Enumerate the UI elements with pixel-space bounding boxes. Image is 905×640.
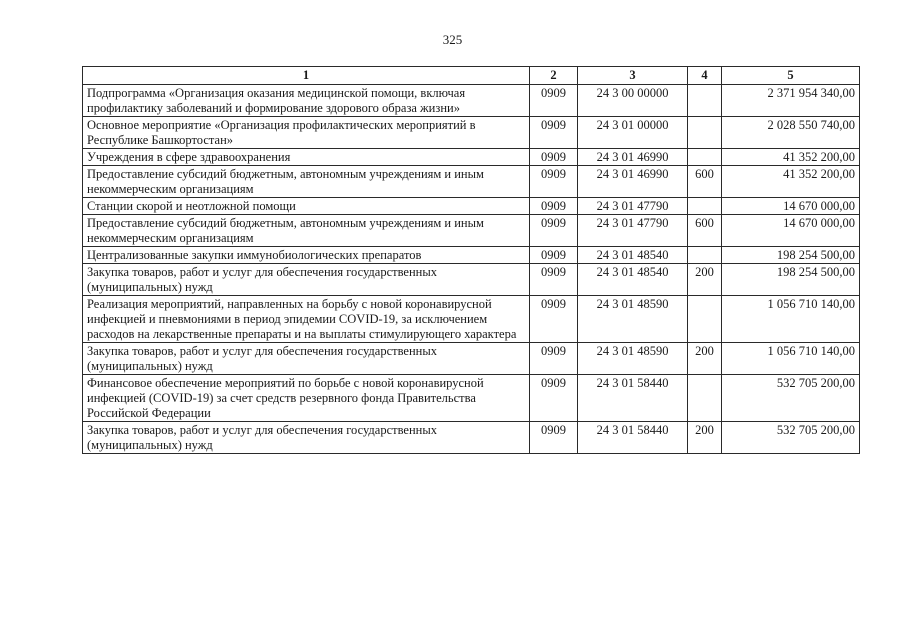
header-col-3: 3: [578, 67, 688, 85]
row-amount: 41 352 200,00: [722, 149, 860, 166]
row-type: 200: [688, 264, 722, 296]
row-code: 24 3 01 46990: [578, 166, 688, 198]
row-section: 0909: [530, 166, 578, 198]
row-section: 0909: [530, 149, 578, 166]
header-row: [83, 67, 860, 85]
row-code: 24 3 01 00000: [578, 117, 688, 149]
row-code: 24 3 00 00000: [578, 85, 688, 117]
row-name: Финансовое обеспечение мероприятий по борьбе с новой коронавирусной инфекцией (COVID-19) за счет средств резервного фонда Правительства Российской Федерации: [83, 375, 530, 422]
table-row: [83, 296, 860, 343]
row-amount: 1 056 710 140,00: [722, 343, 860, 375]
row-section: 0909: [530, 375, 578, 422]
row-name: Подпрограмма «Организация оказания медицинской помощи, включая профилактику заболеваний и формирование здорового образа жизни»: [83, 85, 530, 117]
row-code: 24 3 01 48540: [578, 247, 688, 264]
row-amount: 14 670 000,00: [722, 198, 860, 215]
row-type: 200: [688, 422, 722, 454]
row-type: [688, 117, 722, 149]
header-col-4: 4: [688, 67, 722, 85]
row-name: Централизованные закупки иммунобиологических препаратов: [83, 247, 530, 264]
row-code: 24 3 01 58440: [578, 375, 688, 422]
table-row: [83, 247, 860, 264]
row-name: Предоставление субсидий бюджетным, автономным учреждениям и иным некоммерческим организациям: [83, 166, 530, 198]
row-type: [688, 198, 722, 215]
row-code: 24 3 01 48540: [578, 264, 688, 296]
row-name: Учреждения в сфере здравоохранения: [83, 149, 530, 166]
row-type: 200: [688, 343, 722, 375]
table-row: [83, 198, 860, 215]
row-type: [688, 375, 722, 422]
budget-table: [82, 66, 860, 454]
row-amount: 532 705 200,00: [722, 422, 860, 454]
row-amount: 198 254 500,00: [722, 264, 860, 296]
page-number: 325: [442, 32, 463, 47]
row-section: 0909: [530, 247, 578, 264]
row-amount: 198 254 500,00: [722, 247, 860, 264]
table-body: [83, 85, 860, 454]
row-type: [688, 85, 722, 117]
row-code: 24 3 01 58440: [578, 422, 688, 454]
table-row: [83, 85, 860, 117]
row-name: Станции скорой и неотложной помощи: [83, 198, 530, 215]
row-section: 0909: [530, 422, 578, 454]
row-amount: 532 705 200,00: [722, 375, 860, 422]
row-name: Закупка товаров, работ и услуг для обеспечения государственных (муниципальных) нужд: [83, 264, 530, 296]
table-row: [83, 264, 860, 296]
row-amount: 2 028 550 740,00: [722, 117, 860, 149]
table-row: [83, 117, 860, 149]
row-code: 24 3 01 48590: [578, 296, 688, 343]
row-amount: 1 056 710 140,00: [722, 296, 860, 343]
table-row: [83, 343, 860, 375]
row-name: Реализация мероприятий, направленных на борьбу с новой коронавирусной инфекцией и пневмониями в период эпидемии COVID-19, за исключением расходов на лекарственные препараты и на выплаты стимулирующего характера: [83, 296, 530, 343]
table-row: [83, 375, 860, 422]
row-section: 0909: [530, 85, 578, 117]
row-amount: 41 352 200,00: [722, 166, 860, 198]
row-section: 0909: [530, 215, 578, 247]
row-section: 0909: [530, 296, 578, 343]
row-amount: 2 371 954 340,00: [722, 85, 860, 117]
row-section: 0909: [530, 117, 578, 149]
row-type: 600: [688, 166, 722, 198]
row-code: 24 3 01 46990: [578, 149, 688, 166]
row-name: Закупка товаров, работ и услуг для обеспечения государственных (муниципальных) нужд: [83, 422, 530, 454]
table-row: [83, 422, 860, 454]
table-row: [83, 215, 860, 247]
row-type: 600: [688, 215, 722, 247]
row-section: 0909: [530, 264, 578, 296]
row-code: 24 3 01 47790: [578, 215, 688, 247]
row-section: 0909: [530, 343, 578, 375]
row-code: 24 3 01 48590: [578, 343, 688, 375]
row-name: Основное мероприятие «Организация профилактических мероприятий в Республике Башкортостан»: [83, 117, 530, 149]
row-amount: 14 670 000,00: [722, 215, 860, 247]
row-section: 0909: [530, 198, 578, 215]
header-col-2: 2: [530, 67, 578, 85]
row-code: 24 3 01 47790: [578, 198, 688, 215]
table-row: [83, 166, 860, 198]
row-name: Закупка товаров, работ и услуг для обеспечения государственных (муниципальных) нужд: [83, 343, 530, 375]
header-col-5: 5: [722, 67, 860, 85]
table-row: [83, 149, 860, 166]
row-type: [688, 149, 722, 166]
row-type: [688, 247, 722, 264]
row-name: Предоставление субсидий бюджетным, автономным учреждениям и иным некоммерческим организациям: [83, 215, 530, 247]
row-type: [688, 296, 722, 343]
header-col-1: 1: [83, 67, 530, 85]
